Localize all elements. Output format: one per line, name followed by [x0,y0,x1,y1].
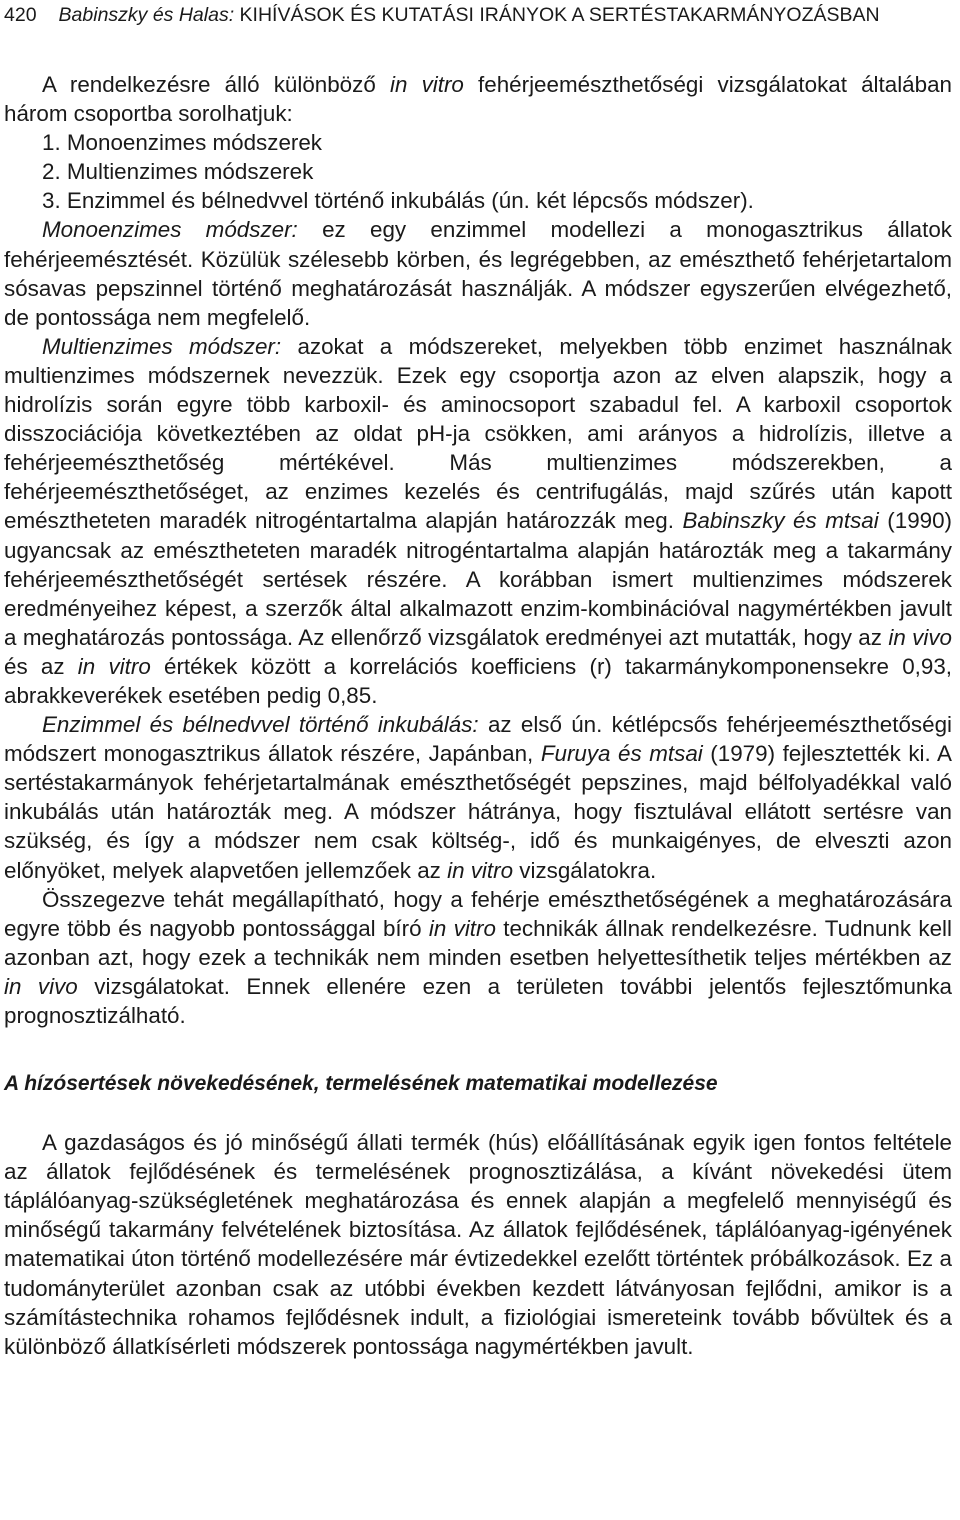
italic-run: Multienzimes módszer: [42,333,282,359]
header-authors: Babinszky és Halas: [58,4,235,26]
modelling-paragraph [4,1128,952,1361]
text-run: értékek között a korrelációs koefficiens (r) takarmánykomponensekre 0,93, abrakkeverékek esetében pedig 0,85. [4,653,952,708]
running-header [4,4,950,27]
enzyme-incubation-paragraph [4,710,952,885]
intro-paragraph [4,70,952,128]
italic-run: in vivo [888,624,952,650]
text-run: vizsgálatokra. [513,857,657,883]
italic-run: Monoenzimes módszer: [42,217,298,243]
text-run: Összegezve tehát megállapítható, hogy a fehérje emészthetőségének a meghatározására egyre több és nagyobb pontossággal bíró [4,886,952,941]
text-run: technikák állnak rendelkezésre. Tudnunk kell azonban azt, hogy ezek a technikák nem minden esetben helyettesíthetik teljes mértékben az [4,915,953,970]
text-run: vizsgálatokat. Ennek ellenére ezen a területen további jelentős fejlesztőmunka prognosztizálható. [4,973,952,1028]
text-run: (1979) fejlesztették ki. A sertéstakarmányok fehérjetartalmának emészthetőségét pepszines, majd bélfolyadékkal való inkubálás után határozták meg. A módszer hátránya, hogy fisztulával ellátott sertésre van szükség, és így a módszer nem csak költség-, idő és munkaigényes, de elveszti azon előnyöket, melyek alapvetően jellemzőek az [4,741,952,883]
text-run: fehérjeemészthetőségi vizsgálatokat általában három csoportba sorolhatjuk: [4,72,952,127]
text-run: ez egy enzimmel modellezi a monogasztrikus állatok fehérjeemésztését. Közülük szélesebb körben, és legrégebben, az emészthető fehérjetartalom sósavas pepszinnel történő meghatározását használják. A módszer egyszerűen elvégezhető, de pontossága nem megfelelő. [4,217,952,330]
italic-run: Babinszky és mtsai [682,508,879,534]
list-item-2: 2. Multienzimes módszerek [42,159,314,185]
text-run: az első ún. kétlépcsős fehérjeemészthetőségi módszert monogasztrikus állatok részére, Japánban, [4,712,952,767]
list-item-1: 1. Monoenzimes módszerek [42,130,323,156]
header-title: KIHÍVÁSOK ÉS KUTATÁSI IRÁNYOK A SERTÉSTAKARMÁNYOZÁSBAN [239,4,880,26]
italic-run: in vitro [389,72,464,97]
multienzyme-paragraph [4,332,952,710]
text-run: A rendelkezésre álló különböző [42,72,390,97]
text-run: azokat a módszereket, melyekben több enzimet használnak multienzimes módszernek nevezzük. Ezek egy csoportja azon az elven alapszik, hogy a hidrolízis során egyre több karboxil- és aminocsoport szabadul fel. A karboxil csoportok disszociációja következtében az oldat pH-ja csökken, ami arányos a hidrolízis, illetve a fehérjeemészthetőség mértékével. Más multienzimes módszerekben, a fehérjeemészthetőséget, az enzimes kezelés és centrifugálás, majd szűrés után kapott emésztheteten maradék nitrogéntartalma alapján határozzák meg. [4,333,952,534]
italic-run: Furuya és mtsai [540,741,703,767]
italic-run: in vitro [428,915,496,941]
summary-paragraph [4,885,952,1030]
page-number: 420 [4,4,37,26]
text-run: A gazdaságos és jó minőségű állati termék (hús) előállításának egyik igen fontos feltétele az állatok fejlődésének és termelésének prognosztizálása, a kívánt növekedési ütem táplálóanyag-szükségletének meghatározása és ennek alapján a megfelelő mennyiségű és minőségű takarmány felvételének biztosítása. Az állatok fejlődésének, táplálóanyag-igényének matematikai úton történő modellezésére már évtizedekkel ezelőtt történtek próbálkozások. Ez a tudományterület azonban csak az utóbbi években kezdett látványosan fejlődni, amikor is a számítástechnika rohamos fejlődésnek indult, a fiziológiai ismereteink tovább bővültek és a különböző állatkísérleti módszerek pontossága nagymértékben javult. [4,1130,952,1359]
text-run: (1990) ugyancsak az emésztheteten maradék nitrogéntartalma alapján határozták meg a takarmány fehérjeemészthetőségét sertések részére. A korábban ismert multienzimes módszerek eredményeihez képest, a szerzők által alkalmazott enzim-kombinációval nagymértékben javult a meghatározás pontossága. Az ellenőrző vizsgálatok eredményei azt mutatták, hogy az [4,508,953,650]
italic-run: in vivo [4,973,78,999]
monoenzyme-paragraph [4,215,952,331]
italic-run: Enzimmel és bélnedvvel történő inkubálás: [42,712,479,738]
section-heading: A hízósertések növekedésének, termelésének matematikai modellezése [4,1072,718,1096]
list-item-3: 3. Enzimmel és bélnedvvel történő inkubálás (ún. két lépcsős módszer). [42,188,754,214]
italic-run: in vitro [77,653,151,679]
page-body [4,70,952,1361]
italic-run: in vitro [447,857,514,883]
text-run: és az [4,653,78,679]
